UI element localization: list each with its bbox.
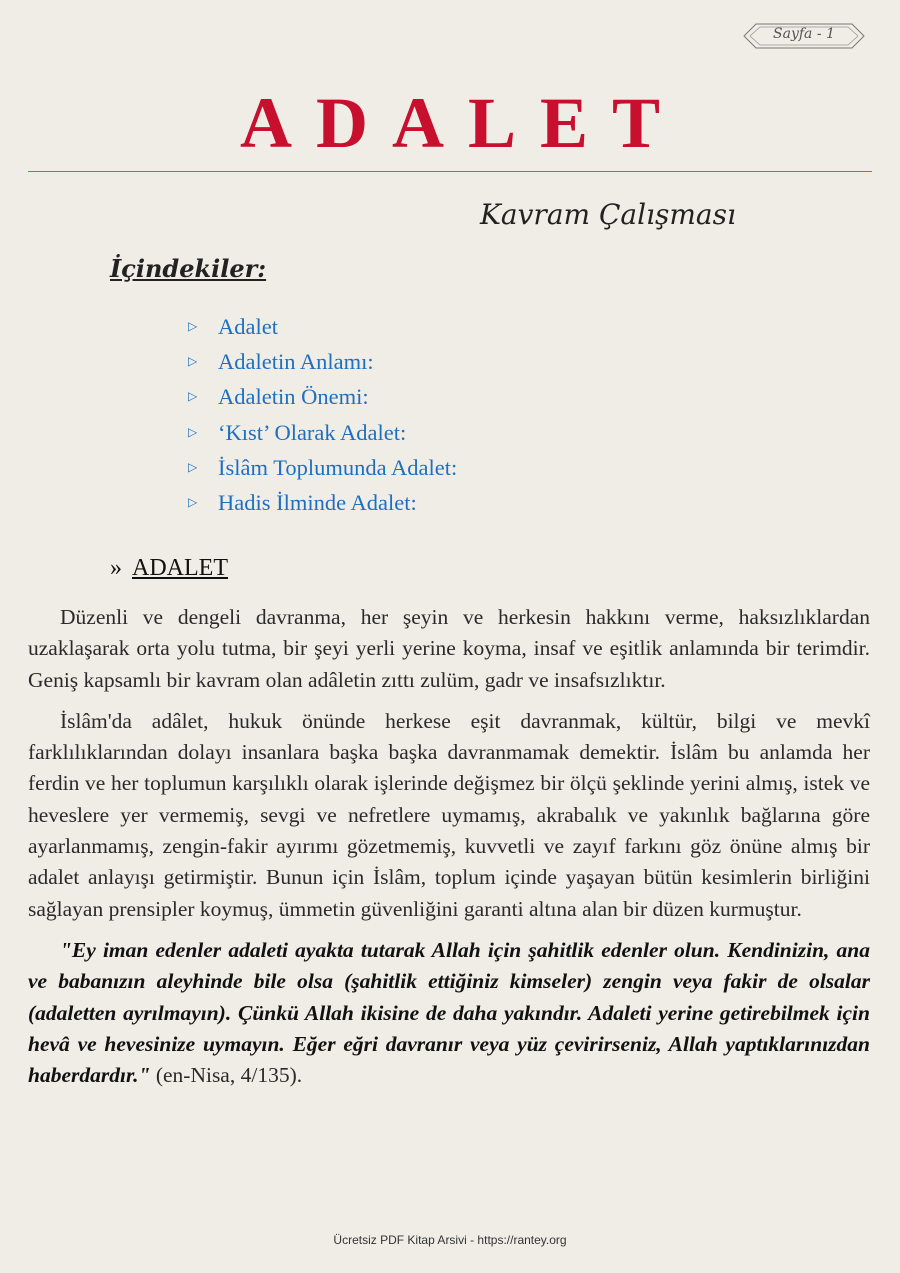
triangle-right-icon: ▷ (188, 495, 198, 510)
quote-text: "Ey iman edenler adaleti ayakta tutarak Allah için şahitlik edenler olun. Kendinizin, ana ve babanızın aleyhinde bile olsa (şahitlik ettiğiniz kimseler) zengin veya fakir de olsalar (adaletten ayrılmayın). Çünkü Allah ikisine de daha yakındır. Adaleti yerine getirebilmek için hevâ ve hevesinize uymayın. Eğer eğri davranır veya yüz çevirirseniz, Allah yaptıklarınızdan haberdardır." (28, 937, 870, 1088)
toc-item[interactable] (188, 309, 457, 344)
triangle-right-icon: ▷ (188, 319, 198, 334)
toc-item[interactable] (188, 485, 457, 520)
toc-item[interactable] (188, 379, 457, 414)
section-body (28, 602, 870, 1101)
page-number-label: Sayfa - 1 (773, 26, 835, 42)
triangle-right-icon: ▷ (188, 389, 198, 404)
paragraph: Düzenli ve dengeli davranma, her şeyin ve herkesin hakkını verme, haksızlıklardan uzaklaşarak orta yolu tutma, bir şeyi yerli yerine koyma, insaf ve eşitlik anlamında bir terimdir. Geniş kapsamlı bir kavram olan adâletin zıttı zulüm, gadr ve insafsızlıktır. (28, 605, 870, 692)
toc-heading: İçindekiler: (110, 254, 267, 283)
paragraph: İslâm'da adâlet, hukuk önünde herkese eşit davranmak, kültür, bilgi ve mevkî farklılıklarından dolayı insanlara başka başka davranmamak demektir. İslâm bu anlamda her ferdin ve her toplumun karşılıklı olarak işlerinde değişmez bir ölçü şeklinde yerini almış, istek ve heveslere yer vermemiş, sevgi ve nefretlere uymamış, akrabalık ve yakınlık bağlarına göre ayarlanmamış, zengin-fakir ayırımı gözetmemiş, kuvvetli ve zayıf farkını göz önüne almış bir adalet anlayışı getirmiştir. Bunun için İslâm, toplum içinde yaşayan bütün kesimlerin birliğini sağlayan prensipler koymuş, ümmetin güvenliğini garanti altına alan bir düzen kurmuştur. (28, 708, 870, 921)
footer-text: Ücretsiz PDF Kitap Arsivi - https://rantey.org (333, 1233, 567, 1247)
toc-item-label[interactable]: Adaletin Önemi: (218, 384, 369, 410)
table-of-contents (188, 309, 457, 520)
triangle-right-icon: ▷ (188, 354, 198, 369)
quote-reference: (en-Nisa, 4/135). (155, 1063, 303, 1088)
toc-item[interactable] (188, 344, 457, 379)
page-number-badge (742, 20, 866, 52)
toc-item[interactable] (188, 450, 457, 485)
toc-item-label[interactable]: Hadis İlminde Adalet: (218, 490, 417, 516)
triangle-right-icon: ▷ (188, 459, 198, 474)
triangle-right-icon: ▷ (188, 424, 198, 439)
section-marker: » (110, 555, 122, 581)
section-heading-text: ADALET (132, 555, 228, 581)
quote-paragraph (28, 935, 870, 1091)
title-divider (28, 171, 872, 172)
document-title: ADALET (239, 83, 685, 163)
toc-item-label[interactable]: İslâm Toplumunda Adalet: (218, 454, 458, 480)
section-heading (110, 555, 228, 582)
document-subtitle: Kavram Çalışması (480, 198, 736, 231)
toc-item[interactable] (188, 415, 457, 450)
toc-item-label[interactable]: ‘Kıst’ Olarak Adalet: (218, 419, 407, 445)
toc-item-label[interactable]: Adalet (218, 314, 278, 340)
toc-item-label[interactable]: Adaletin Anlamı: (218, 349, 374, 375)
